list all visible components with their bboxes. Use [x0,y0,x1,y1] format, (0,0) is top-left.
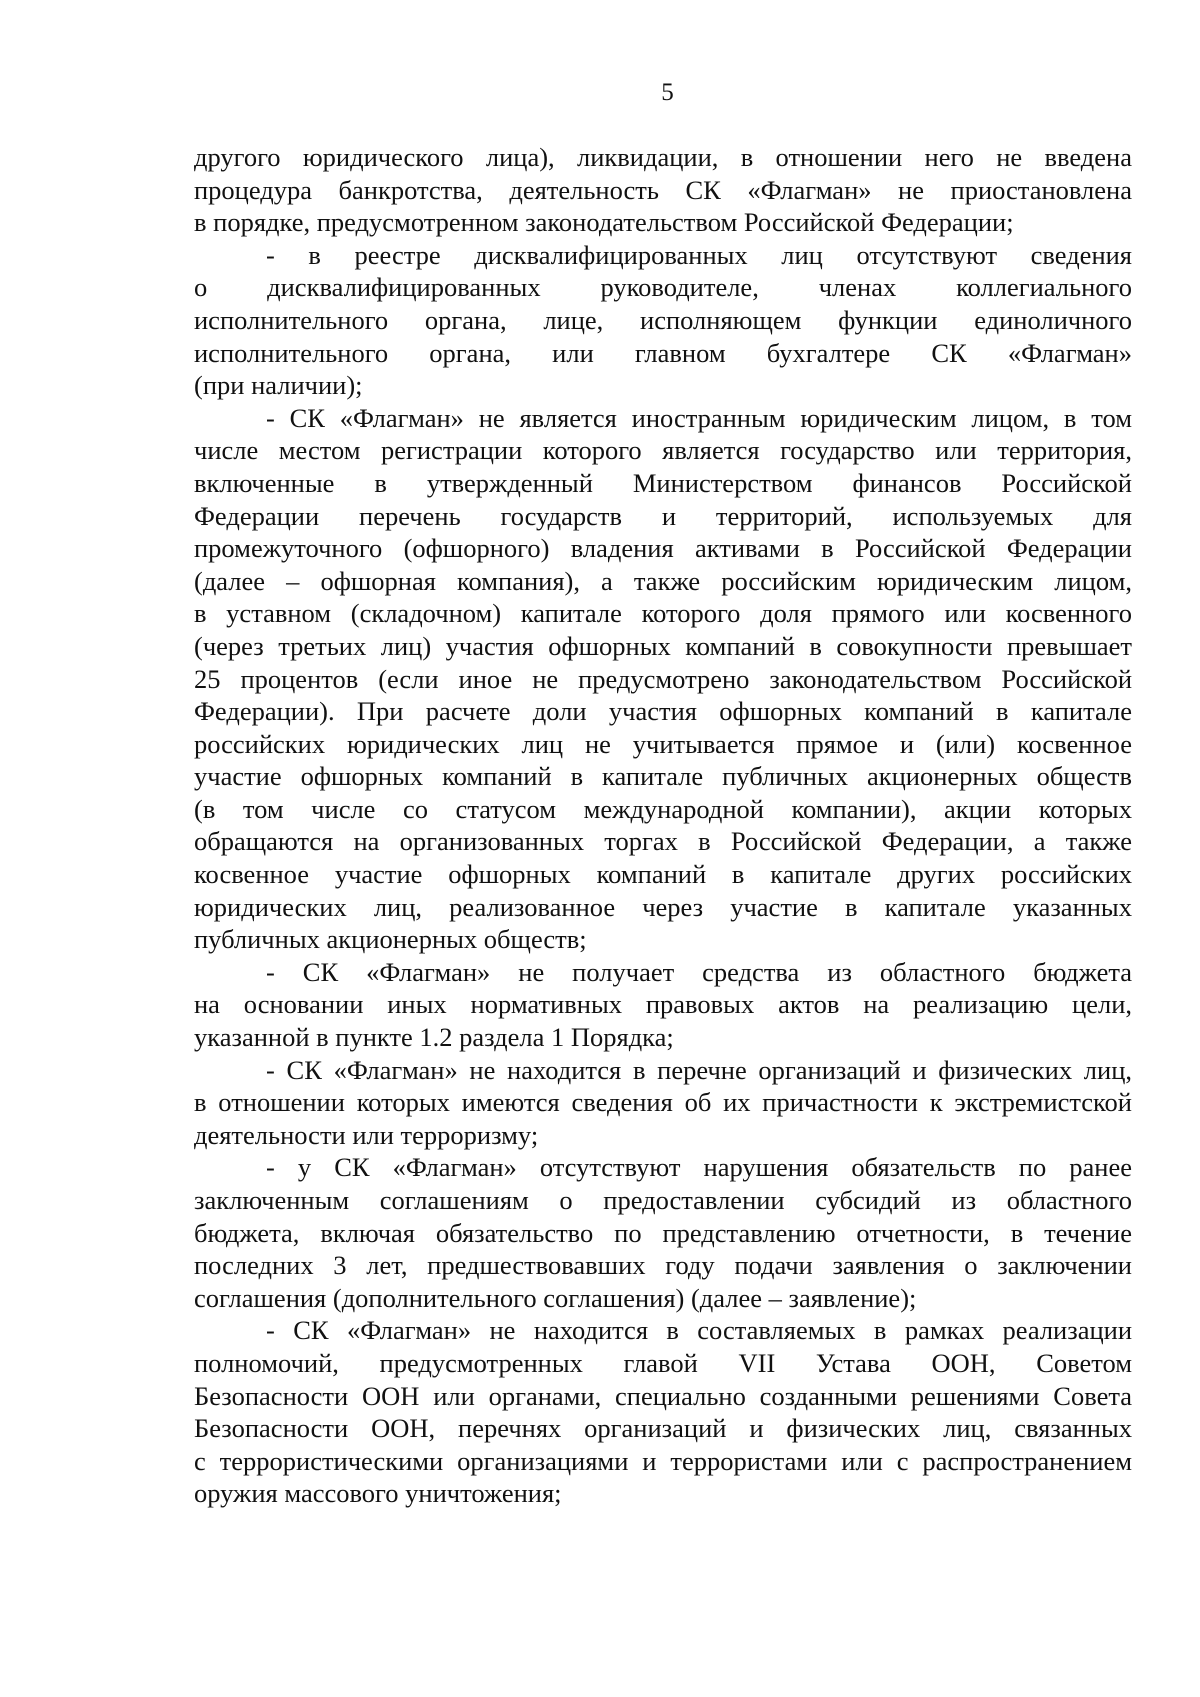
text-line: оружия массового уничтожения; [194,1478,562,1509]
paragraph [194,1314,1132,1510]
text-line: заключенным соглашениям о предоставлении субсидий из областного [194,1185,1132,1215]
text-line: числе местом регистрации которого является государство или территория, [194,435,1132,466]
text-line: на основании иных нормативных правовых актов на реализацию цели, [194,989,1132,1020]
text-line: соглашения (дополнительного соглашения) (далее – заявление); [194,1282,917,1313]
paragraph [194,1054,1132,1152]
text-line: Безопасности ООН, перечнях организаций и физических лиц, связанных [194,1413,1132,1444]
text-line: (при наличии); [194,370,363,401]
text-line: - СК «Флагман» не является иностранным юридическим лицом, в том [266,402,1132,433]
paragraph [194,1151,1132,1314]
text-line: другого юридического лица), ликвидации, в отношении него не введена [194,142,1132,172]
text-line: деятельности или терроризму; [194,1119,539,1150]
text-line: обращаются на организованных торгах в Российской Федерации, а также [194,826,1132,857]
text-line: российских юридических лиц не учитывается прямое и (или) косвенное [194,728,1132,759]
text-line: включенные в утвержденный Министерством финансов Российской [194,467,1132,498]
text-line: - СК «Флагман» не получает средства из областного бюджета [266,956,1132,987]
paragraph [194,956,1132,1054]
text-line: о дисквалифицированных руководителе, членах коллегиального [194,272,1132,303]
text-line: промежуточного (офшорного) владения активами в Российской Федерации [194,533,1132,564]
page-number: 5 [661,79,674,106]
text-line: исполнительного органа, лице, исполняющем функции единоличного [194,304,1132,335]
text-line: в уставном (складочном) капитале которого доля прямого или косвенного [194,598,1132,629]
text-line: (далее – офшорная компания), а также российским юридическим лицом, [194,565,1132,596]
text-line: процедура банкротства, деятельность СК «Флагман» не приостановлена [194,174,1132,205]
text-line: в порядке, предусмотренном законодательством Российской Федерации; [194,207,1014,238]
paragraph [194,239,1132,402]
text-line: (в том числе со статусом международной компании), акции которых [194,793,1132,824]
text-line: указанной в пункте 1.2 раздела 1 Порядка; [194,1022,674,1053]
text-line: Федерации). При расчете доли участия офшорных компаний в капитале [194,696,1132,727]
text-line: исполнительного органа, или главном бухгалтере СК «Флагман» [194,337,1132,368]
text-line: последних 3 лет, предшествовавших году подачи заявления о заключении [194,1250,1132,1281]
text-line: в отношении которых имеются сведения об их причастности к экстремистской [194,1087,1132,1118]
text-line: - у СК «Флагман» отсутствуют нарушения обязательств по ранее [266,1152,1132,1183]
text-line: 25 процентов (если иное не предусмотрено законодательством Российской [194,663,1132,694]
text-line: полномочий, предусмотренных главой VII Устава ООН, Советом [194,1347,1132,1378]
text-line: Федерации перечень государств и территорий, используемых для [194,500,1132,531]
text-line: бюджета, включая обязательство по представлению отчетности, в течение [194,1217,1132,1248]
paragraph [194,402,1132,956]
text-line: Безопасности ООН или органами, специально созданными решениями Совета [194,1380,1132,1411]
document-body [194,141,1132,1510]
text-line: - СК «Флагман» не находится в перечне организаций и физических лиц, [266,1054,1132,1085]
text-line: - СК «Флагман» не находится в составляемых в рамках реализации [266,1315,1132,1346]
text-line: юридических лиц, реализованное через участие в капитале указанных [194,891,1132,922]
text-line: косвенное участие офшорных компаний в капитале других российских [194,859,1132,890]
text-line: (через третьих лиц) участия офшорных компаний в совокупности превышает [194,630,1132,661]
text-line: с террористическими организациями и террористами или с распространением [194,1445,1132,1476]
text-line: участие офшорных компаний в капитале публичных акционерных обществ [194,761,1132,792]
text-line: - в реестре дисквалифицированных лиц отсутствуют сведения [266,239,1132,270]
text-line: публичных акционерных обществ; [194,924,587,955]
paragraph [194,141,1132,239]
